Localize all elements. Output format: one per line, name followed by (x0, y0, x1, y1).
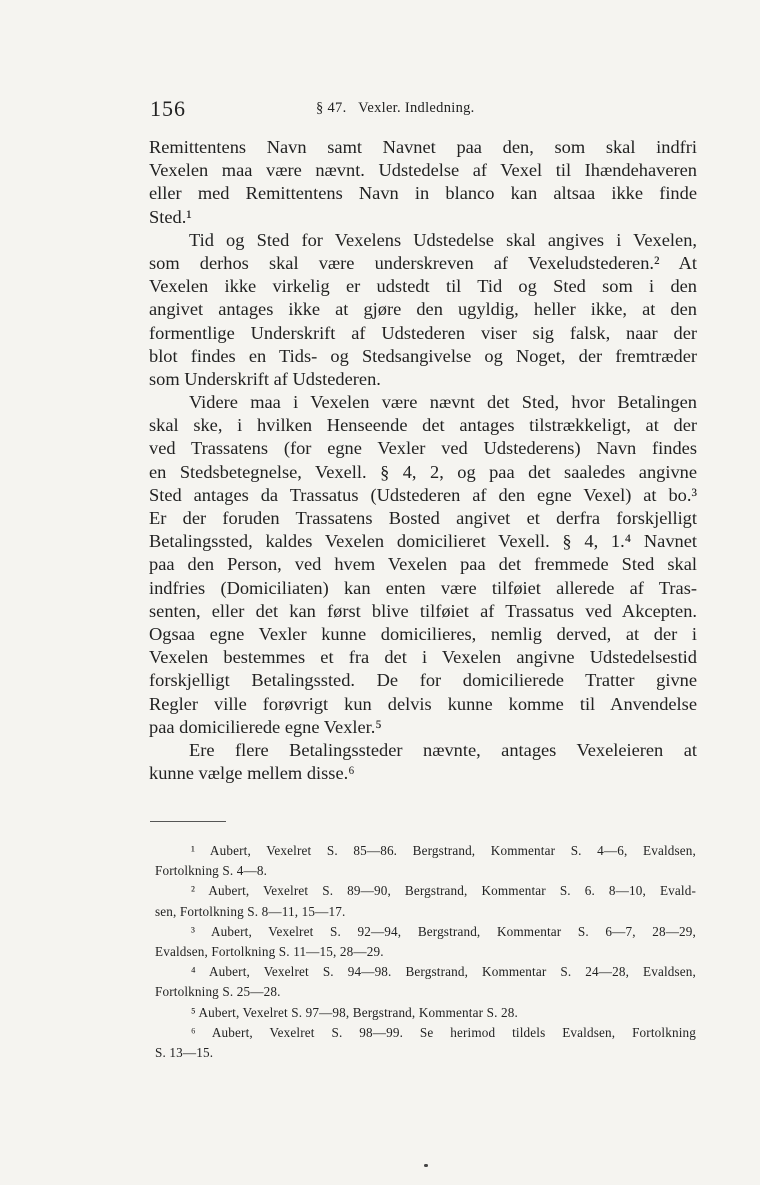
footnote-line: Fortolkning S. 4—8. (155, 863, 268, 879)
body-text (149, 136, 697, 785)
body-line: Sted antages da Trassatus (Udstederen af den egne Vexel) at bo.³ (149, 484, 697, 505)
body-line: eller med Remittentens Navn in blanco kan altsaa ikke finde (149, 183, 697, 204)
body-line: Tid og Sted for Vexelens Udstedelse skal angives i Vexelen, (189, 229, 697, 250)
footnote-line: ⁶ Aubert, Vexelret S. 98—99. Se herimod tildels Evaldsen, Fortolkning (191, 1024, 696, 1040)
body-line: Remittentens Navn samt Navnet paa den, som skal indfri (149, 137, 697, 157)
running-head (316, 100, 475, 117)
footnote-line: ¹ Aubert, Vexelret S. 85—86. Bergstrand, Kommentar S. 4—6, Evaldsen, (191, 843, 696, 858)
body-line: senten, eller det kan først blive tilføiet af Trassatus ved Akcepten. (149, 600, 697, 621)
footnote-line: ⁴ Aubert, Vexelret S. 94—98. Bergstrand, Kommentar S. 24—28, Evaldsen, (191, 964, 696, 980)
body-line: Vexelen ikke virkelig er udstedt til Tid og Sted som i den (149, 276, 697, 297)
body-line: kunne vælge mellem disse.⁶ (149, 763, 355, 784)
body-line: ved Trassatens (for egne Vexler ved Udstederens) Navn findes (149, 438, 697, 459)
body-line: Ogsaa egne Vexler kunne domicilieres, nemlig derved, at der i (149, 623, 697, 644)
body-line: Betalingssted, kaldes Vexelen domicilieret Vexell. § 4, 1.⁴ Navnet (149, 531, 697, 552)
body-line: blot findes en Tids- og Stedsangivelse og Noget, der fremtræder (149, 345, 697, 366)
body-line: formentlige Underskrift af Udstederen viser sig falsk, naar der (149, 322, 697, 343)
footnote-line: ³ Aubert, Vexelret S. 92—94, Bergstrand, Kommentar S. 6—7, 28—29, (191, 923, 696, 939)
body-line: Sted.¹ (149, 206, 192, 227)
ink-speck (424, 1164, 428, 1167)
footnotes (155, 841, 696, 1063)
body-line: Er der foruden Trassatens Bosted angivet et derfra forskjelligt (149, 508, 697, 528)
body-line: som Underskrift af Udstederen. (149, 368, 381, 389)
footnote-line: ⁵ Aubert, Vexelret S. 97—98, Bergstrand, Kommentar S. 28. (191, 1004, 518, 1020)
body-line: Vexelen maa være nævnt. Udstedelse af Vexel til Ihændehaveren (149, 160, 697, 181)
page-number: 156 (150, 96, 186, 121)
footnote-line: Fortolkning S. 25—28. (155, 984, 281, 1000)
running-head-title: Vexler. Indledning. (358, 100, 475, 116)
footnote-divider (150, 821, 226, 822)
footnote-line: Evaldsen, Fortolkning S. 11—15, 28—29. (155, 943, 384, 959)
body-line: Ere flere Betalingssteder nævnte, antages Vexeleieren at (189, 739, 697, 760)
footnote-line: sen, Fortolkning S. 8—11, 15—17. (155, 903, 346, 919)
section-number: § 47. (316, 100, 347, 116)
body-line: indfries (Domiciliaten) kan enten være tilføiet allerede af Tras- (149, 577, 697, 598)
body-line: Videre maa i Vexelen være nævnt det Sted, hvor Betalingen (189, 392, 697, 413)
body-line: Regler ville forøvrigt kun delvis kunne komme til Anvendelse (149, 693, 697, 714)
body-line: Vexelen bestemmes et fra det i Vexelen angivne Udstedelsestid (149, 647, 697, 668)
body-line: som derhos skal være underskreven af Vexeludstederen.² At (149, 252, 697, 273)
body-line: angivet antages ikke at gjøre den ugyldig, heller ikke, at den (149, 299, 697, 320)
body-line: en Stedsbetegnelse, Vexell. § 4, 2, og paa det saaledes angivne (149, 461, 697, 482)
body-line: paa domicilierede egne Vexler.⁵ (149, 716, 382, 737)
body-line: skal ske, i hvilken Henseende det antages tilstrækkeligt, at der (149, 415, 697, 436)
body-line: paa den Person, ved hvem Vexelen paa det fremmede Sted skal (149, 554, 697, 575)
footnote-line: S. 13—15. (155, 1044, 214, 1060)
body-line: forskjelligt Betalingssted. De for domicilierede Tratter givne (149, 670, 697, 691)
footnote-line: ² Aubert, Vexelret S. 89—90, Bergstrand, Kommentar S. 6. 8—10, Evald- (191, 883, 696, 899)
